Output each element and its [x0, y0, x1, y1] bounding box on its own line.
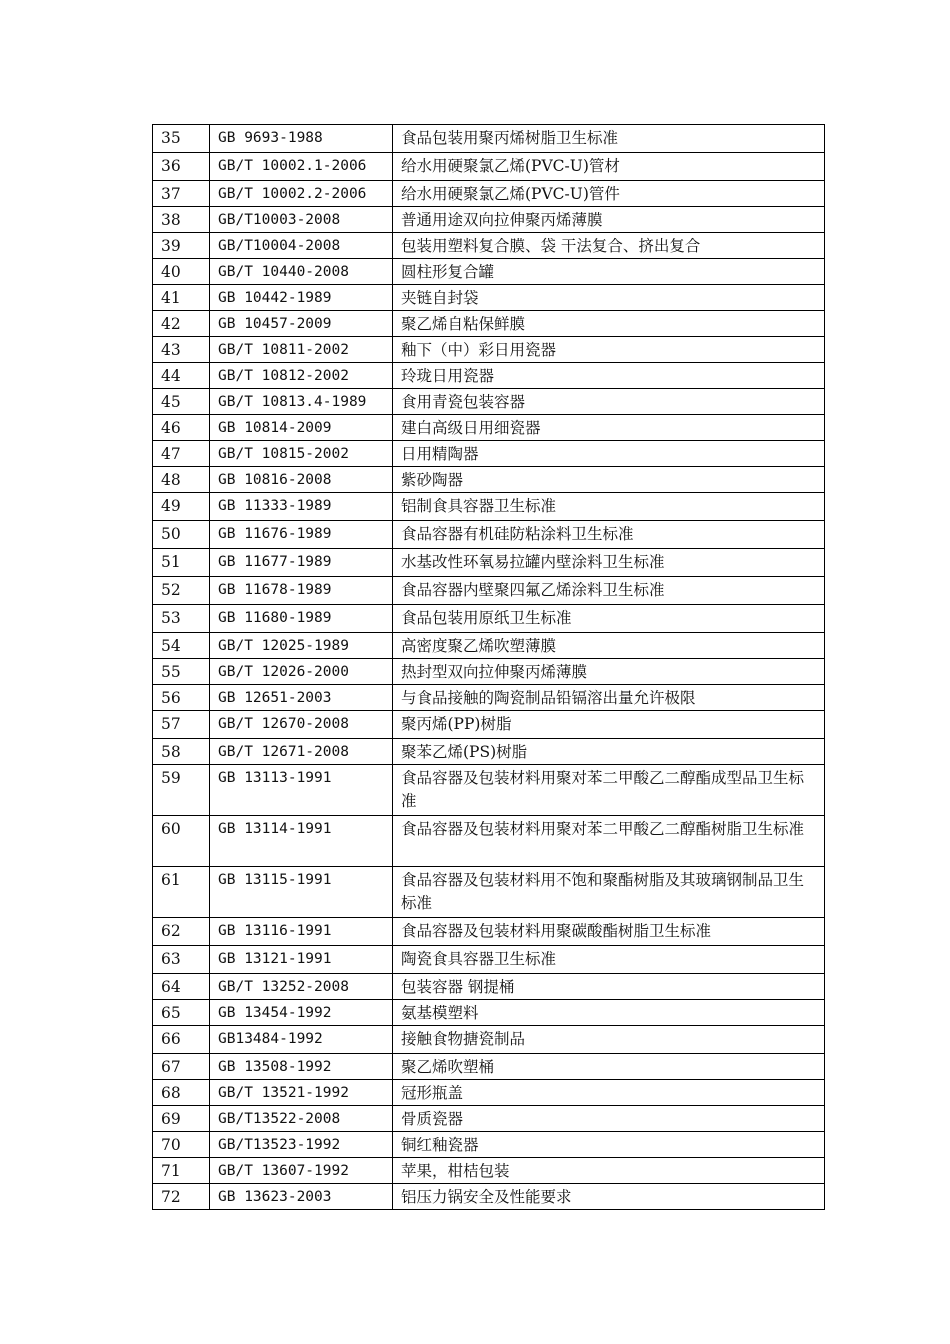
table-row — [153, 711, 825, 739]
row-number-cell: 45 — [153, 389, 210, 415]
standard-name-cell: 高密度聚乙烯吹塑薄膜 — [393, 633, 825, 659]
standard-name-cell: 釉下（中）彩日用瓷器 — [393, 337, 825, 363]
standard-name-cell: 紫砂陶器 — [393, 467, 825, 493]
row-number-cell: 59 — [153, 765, 210, 816]
row-number-cell: 58 — [153, 739, 210, 765]
table-row — [153, 1054, 825, 1080]
standard-name-cell: 食品容器及包装材料用聚碳酸酯树脂卫生标准 — [393, 918, 825, 946]
standard-code-cell: GB/T 12671-2008 — [210, 739, 393, 765]
row-number-cell: 54 — [153, 633, 210, 659]
standard-name-cell: 食品容器及包装材料用聚对苯二甲酸乙二醇酯成型品卫生标准 — [393, 765, 825, 816]
standard-name-cell: 聚乙烯吹塑桶 — [393, 1054, 825, 1080]
row-number-cell: 38 — [153, 207, 210, 233]
row-number-cell: 43 — [153, 337, 210, 363]
table-row — [153, 415, 825, 441]
row-number-cell: 37 — [153, 181, 210, 207]
standard-name-cell: 玲珑日用瓷器 — [393, 363, 825, 389]
table-row — [153, 605, 825, 633]
row-number-cell: 44 — [153, 363, 210, 389]
row-number-cell: 55 — [153, 659, 210, 685]
standard-code-cell: GB 10816-2008 — [210, 467, 393, 493]
standard-name-cell: 食品容器及包装材料用不饱和聚酯树脂及其玻璃钢制品卫生标准 — [393, 867, 825, 918]
standard-name-cell: 热封型双向拉伸聚丙烯薄膜 — [393, 659, 825, 685]
row-number-cell: 49 — [153, 493, 210, 521]
table-row — [153, 389, 825, 415]
table-row — [153, 467, 825, 493]
standard-code-cell: GB 11333-1989 — [210, 493, 393, 521]
standard-code-cell: GB 13508-1992 — [210, 1054, 393, 1080]
table-row — [153, 233, 825, 259]
table-row — [153, 549, 825, 577]
row-number-cell: 56 — [153, 685, 210, 711]
standard-name-cell: 普通用途双向拉伸聚丙烯薄膜 — [393, 207, 825, 233]
standard-name-cell: 聚丙烯(PP)树脂 — [393, 711, 825, 739]
standard-name-cell: 食用青瓷包装容器 — [393, 389, 825, 415]
table-row — [153, 918, 825, 946]
row-number-cell: 64 — [153, 974, 210, 1000]
standard-code-cell: GB 11680-1989 — [210, 605, 393, 633]
standard-code-cell: GB/T 10812-2002 — [210, 363, 393, 389]
table-row — [153, 946, 825, 974]
row-number-cell: 71 — [153, 1158, 210, 1184]
row-number-cell: 62 — [153, 918, 210, 946]
standard-code-cell: GB 13623-2003 — [210, 1184, 393, 1210]
row-number-cell: 47 — [153, 441, 210, 467]
standard-name-cell: 包装用塑料复合膜、袋 干法复合、挤出复合 — [393, 233, 825, 259]
row-number-cell: 36 — [153, 153, 210, 181]
standard-code-cell: GB 13454-1992 — [210, 1000, 393, 1026]
table-row — [153, 493, 825, 521]
table-row — [153, 1106, 825, 1132]
standard-code-cell: GB 13116-1991 — [210, 918, 393, 946]
standard-name-cell: 氨基模塑料 — [393, 1000, 825, 1026]
table-row — [153, 685, 825, 711]
standard-code-cell: GB/T 12026-2000 — [210, 659, 393, 685]
row-number-cell: 35 — [153, 125, 210, 153]
row-number-cell: 48 — [153, 467, 210, 493]
standard-name-cell: 骨质瓷器 — [393, 1106, 825, 1132]
table-row — [153, 974, 825, 1000]
standard-code-cell: GB 10442-1989 — [210, 285, 393, 311]
standard-code-cell: GB/T 10002.1-2006 — [210, 153, 393, 181]
standard-name-cell: 聚苯乙烯(PS)树脂 — [393, 739, 825, 765]
row-number-cell: 46 — [153, 415, 210, 441]
table-row — [153, 125, 825, 153]
row-number-cell: 42 — [153, 311, 210, 337]
row-number-cell: 68 — [153, 1080, 210, 1106]
standard-code-cell: GB/T 13521-1992 — [210, 1080, 393, 1106]
standards-table-body — [153, 125, 825, 1210]
standard-name-cell: 苹果，柑桔包装 — [393, 1158, 825, 1184]
standard-code-cell: GB/T13523-1992 — [210, 1132, 393, 1158]
row-number-cell: 51 — [153, 549, 210, 577]
standard-code-cell: GB/T 13252-2008 — [210, 974, 393, 1000]
table-row — [153, 1080, 825, 1106]
row-number-cell: 61 — [153, 867, 210, 918]
table-row — [153, 259, 825, 285]
standard-name-cell: 聚乙烯自粘保鲜膜 — [393, 311, 825, 337]
standard-code-cell: GB/T 12025-1989 — [210, 633, 393, 659]
table-row — [153, 153, 825, 181]
standard-name-cell: 夹链自封袋 — [393, 285, 825, 311]
standard-name-cell: 冠形瓶盖 — [393, 1080, 825, 1106]
table-row — [153, 285, 825, 311]
table-row — [153, 1026, 825, 1054]
standard-code-cell: GB 12651-2003 — [210, 685, 393, 711]
standard-name-cell: 铝制食具容器卫生标准 — [393, 493, 825, 521]
row-number-cell: 53 — [153, 605, 210, 633]
standard-name-cell: 接触食物搪瓷制品 — [393, 1026, 825, 1054]
standard-code-cell: GB/T 10813.4-1989 — [210, 389, 393, 415]
standard-name-cell: 给水用硬聚氯乙烯(PVC-U)管件 — [393, 181, 825, 207]
standard-name-cell: 铜红釉瓷器 — [393, 1132, 825, 1158]
table-row — [153, 816, 825, 867]
row-number-cell: 41 — [153, 285, 210, 311]
standard-code-cell: GB 13121-1991 — [210, 946, 393, 974]
row-number-cell: 72 — [153, 1184, 210, 1210]
table-row — [153, 577, 825, 605]
standard-name-cell: 与食品接触的陶瓷制品铅镉溶出量允许极限 — [393, 685, 825, 711]
standard-code-cell: GB 13115-1991 — [210, 867, 393, 918]
standard-name-cell: 食品容器及包装材料用聚对苯二甲酸乙二醇酯树脂卫生标准 — [393, 816, 825, 867]
standard-code-cell: GB/T 10002.2-2006 — [210, 181, 393, 207]
table-row — [153, 363, 825, 389]
row-number-cell: 57 — [153, 711, 210, 739]
standard-code-cell: GB 11676-1989 — [210, 521, 393, 549]
row-number-cell: 69 — [153, 1106, 210, 1132]
row-number-cell: 60 — [153, 816, 210, 867]
row-number-cell: 70 — [153, 1132, 210, 1158]
table-row — [153, 337, 825, 363]
row-number-cell: 65 — [153, 1000, 210, 1026]
standard-code-cell: GB/T 10815-2002 — [210, 441, 393, 467]
standard-code-cell: GB 13114-1991 — [210, 816, 393, 867]
standard-code-cell: GB/T13522-2008 — [210, 1106, 393, 1132]
standard-name-cell: 食品包装用原纸卫生标准 — [393, 605, 825, 633]
standard-code-cell: GB/T 10811-2002 — [210, 337, 393, 363]
standard-code-cell: GB/T 13607-1992 — [210, 1158, 393, 1184]
standard-code-cell: GB 10457-2009 — [210, 311, 393, 337]
standard-code-cell: GB 10814-2009 — [210, 415, 393, 441]
standard-code-cell: GB 13113-1991 — [210, 765, 393, 816]
standard-name-cell: 给水用硬聚氯乙烯(PVC-U)管材 — [393, 153, 825, 181]
standard-code-cell: GB13484-1992 — [210, 1026, 393, 1054]
standard-name-cell: 圆柱形复合罐 — [393, 259, 825, 285]
table-row — [153, 181, 825, 207]
row-number-cell: 66 — [153, 1026, 210, 1054]
standard-name-cell: 日用精陶器 — [393, 441, 825, 467]
standard-code-cell: GB 11677-1989 — [210, 549, 393, 577]
standard-name-cell: 包装容器 钢提桶 — [393, 974, 825, 1000]
table-row — [153, 659, 825, 685]
table-row — [153, 765, 825, 816]
table-row — [153, 739, 825, 765]
row-number-cell: 52 — [153, 577, 210, 605]
table-row — [153, 521, 825, 549]
table-row — [153, 441, 825, 467]
standard-code-cell: GB/T10004-2008 — [210, 233, 393, 259]
standard-name-cell: 食品容器有机硅防粘涂料卫生标准 — [393, 521, 825, 549]
table-row — [153, 867, 825, 918]
table-row — [153, 1184, 825, 1210]
standard-name-cell: 陶瓷食具容器卫生标准 — [393, 946, 825, 974]
table-row — [153, 207, 825, 233]
standard-name-cell: 水基改性环氧易拉罐内壁涂料卫生标准 — [393, 549, 825, 577]
table-row — [153, 1000, 825, 1026]
standard-code-cell: GB 11678-1989 — [210, 577, 393, 605]
table-row — [153, 1132, 825, 1158]
standard-code-cell: GB 9693-1988 — [210, 125, 393, 153]
standard-code-cell: GB/T 12670-2008 — [210, 711, 393, 739]
standard-code-cell: GB/T10003-2008 — [210, 207, 393, 233]
standard-name-cell: 食品包装用聚丙烯树脂卫生标准 — [393, 125, 825, 153]
table-row — [153, 1158, 825, 1184]
row-number-cell: 50 — [153, 521, 210, 549]
standard-name-cell: 建白高级日用细瓷器 — [393, 415, 825, 441]
row-number-cell: 40 — [153, 259, 210, 285]
row-number-cell: 67 — [153, 1054, 210, 1080]
table-row — [153, 311, 825, 337]
standard-name-cell: 铝压力锅安全及性能要求 — [393, 1184, 825, 1210]
standards-table — [152, 124, 825, 1210]
row-number-cell: 39 — [153, 233, 210, 259]
standard-code-cell: GB/T 10440-2008 — [210, 259, 393, 285]
standard-name-cell: 食品容器内壁聚四氟乙烯涂料卫生标准 — [393, 577, 825, 605]
row-number-cell: 63 — [153, 946, 210, 974]
table-row — [153, 633, 825, 659]
